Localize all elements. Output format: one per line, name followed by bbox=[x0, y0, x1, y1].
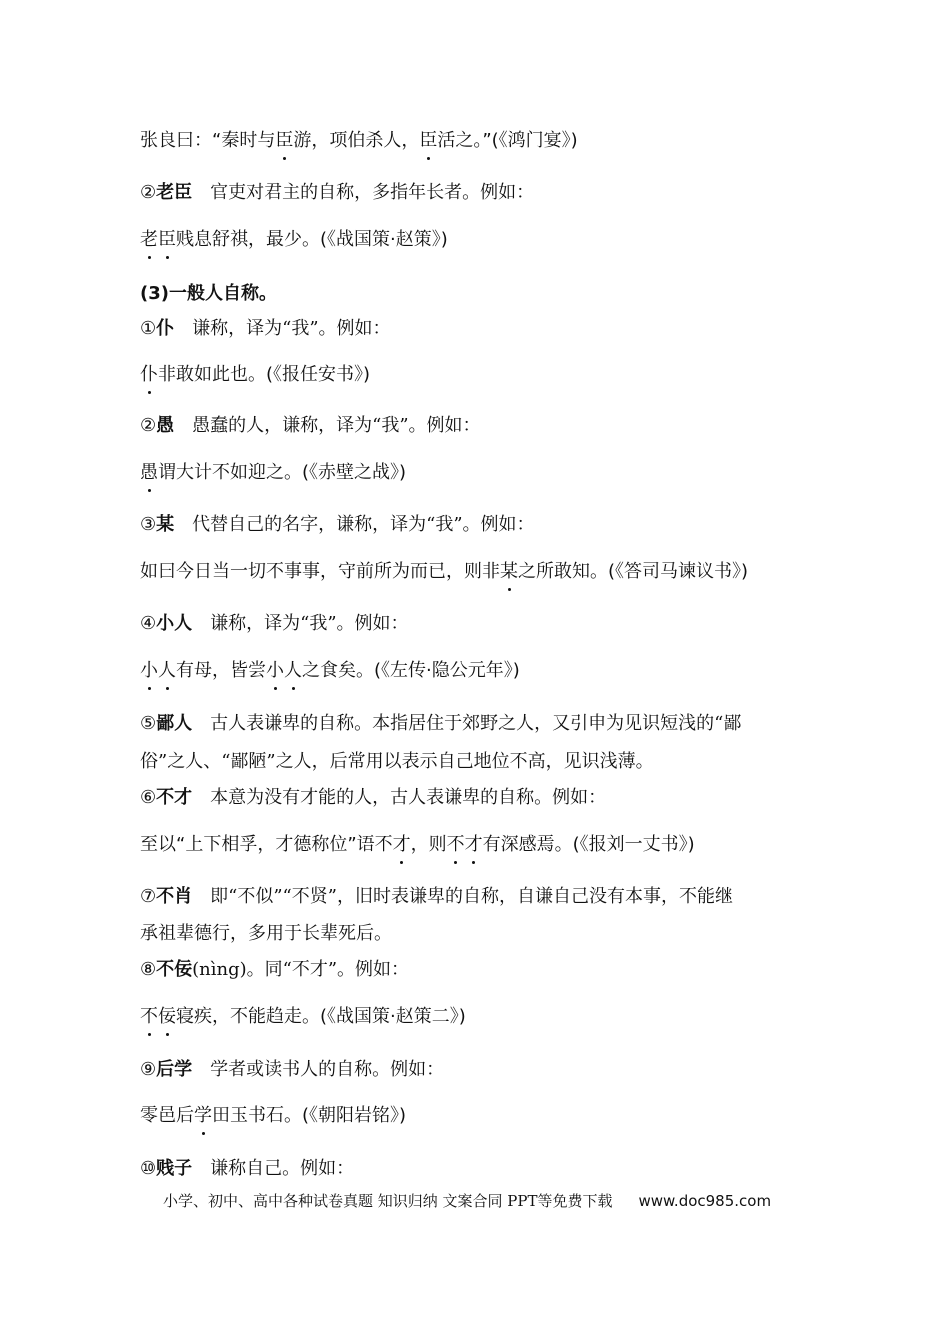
entry-term: 老臣 bbox=[156, 182, 193, 203]
entry-yu bbox=[140, 413, 481, 439]
entry-definition: 即“不似”“不贤”，旧时表谦卑的自称，自谦自己没有本事，不能继 bbox=[210, 886, 733, 907]
entry-pu bbox=[140, 316, 391, 342]
entry-biren-continued: 俗”之人、“鄙陋”之人，后常用以表示自己地位不高，见识浅薄。 bbox=[140, 751, 654, 772]
section-heading: (3)一般人自称。 bbox=[140, 283, 277, 304]
dotted-char: 学 bbox=[194, 1103, 212, 1129]
dotted-char: 不 bbox=[447, 832, 465, 858]
entry-houxue bbox=[140, 1057, 444, 1083]
dotted-char: 臣 bbox=[158, 227, 176, 253]
entry-number: ⑦ bbox=[140, 886, 157, 907]
example-line-zhanguoce: 老臣贱息舒祺，最少。(《战国策·赵策》) bbox=[140, 227, 448, 253]
entry-definition: 官吏对君主的自称，多指年长者。例如： bbox=[210, 182, 535, 203]
entry-term: 鄙人 bbox=[156, 713, 193, 734]
entry-definition: 本意为没有才能的人，古人表谦卑的自称。例如： bbox=[210, 787, 607, 808]
entry-number: ⑨ bbox=[140, 1059, 157, 1080]
example-line-zuozhuan: 小人有母，皆尝小人之食矣。(《左传·隐公元年》) bbox=[140, 658, 520, 684]
entry-term: 仆 bbox=[156, 318, 175, 339]
dotted-char: 臣 bbox=[275, 128, 293, 154]
footer-text: 小学、初中、高中各种试卷真题 知识归纳 文案合同 PPT等免费下载 bbox=[163, 1192, 613, 1210]
entry-number: ④ bbox=[140, 613, 157, 634]
entry-definition: 谦称，译为“我”。例如： bbox=[210, 613, 409, 634]
entry-number: ② bbox=[140, 415, 157, 436]
entry-definition: 学者或读书人的自称。例如： bbox=[210, 1059, 445, 1080]
footer-url[interactable]: www.doc985.com bbox=[638, 1192, 772, 1210]
dotted-char: 仆 bbox=[140, 362, 158, 388]
entry-xiaoren bbox=[140, 611, 409, 637]
entry-term: 不佞 bbox=[156, 959, 193, 980]
entry-number: ⑥ bbox=[140, 787, 157, 808]
entry-definition: (nìng)。同“不才”。例如： bbox=[192, 959, 410, 980]
entry-number: ③ bbox=[140, 514, 157, 535]
example-line-chibi: 愚谓大计不如迎之。(《赤壁之战》) bbox=[140, 460, 406, 486]
entry-definition: 谦称自己。例如： bbox=[210, 1158, 355, 1179]
dotted-char: 小 bbox=[266, 658, 284, 684]
dotted-char: 臣 bbox=[419, 128, 437, 154]
entry-definition: 谦称，译为“我”。例如： bbox=[192, 318, 391, 339]
example-line-zhaoce2: 不佞寝疾，不能趋走。(《战国策·赵策二》) bbox=[140, 1004, 466, 1030]
entry-bucai bbox=[140, 785, 606, 811]
dotted-char: 佞 bbox=[158, 1004, 176, 1030]
entry-buxiao bbox=[140, 884, 733, 910]
dotted-char: 不 bbox=[140, 1004, 158, 1030]
example-line-chaoyangyan: 零邑后学田玉书石。(《朝阳岩铭》) bbox=[140, 1103, 406, 1129]
entry-term: 贱子 bbox=[156, 1158, 193, 1179]
dotted-char: 人 bbox=[284, 658, 302, 684]
entry-biren bbox=[140, 711, 741, 737]
example-line-liuyizhang: 至以“上下相孚，才德称位”语不才，则不才有深感焉。(《报刘一丈书》) bbox=[140, 832, 695, 858]
entry-buxiao-continued: 承祖辈德行，多用于长辈死后。 bbox=[140, 923, 392, 944]
entry-term: 小人 bbox=[156, 613, 193, 634]
dotted-char: 某 bbox=[500, 559, 518, 585]
example-line-renan: 仆非敢如此也。(《报任安书》) bbox=[140, 362, 370, 388]
entry-term: 愚 bbox=[156, 415, 175, 436]
entry-definition: 愚蠢的人，谦称，译为“我”。例如： bbox=[192, 415, 481, 436]
dotted-char: 小 bbox=[140, 658, 158, 684]
entry-term: 某 bbox=[156, 514, 175, 535]
dotted-char: 才 bbox=[465, 832, 483, 858]
example-line-hongmenyan: 张良曰：“秦时与臣游，项伯杀人，臣活之。”(《鸿门宴》) bbox=[140, 128, 578, 154]
dotted-char: 才 bbox=[393, 832, 411, 858]
entry-number: ① bbox=[140, 318, 157, 339]
entry-definition: 古人表谦卑的自称。本指居住于郊野之人，又引申为见识短浅的“鄙 bbox=[210, 713, 742, 734]
entry-number: ⑤ bbox=[140, 713, 157, 734]
example-line-sima: 如曰今日当一切不事事，守前所为而已，则非某之所敢知。(《答司马谏议书》) bbox=[140, 559, 748, 585]
entry-number: ② bbox=[140, 182, 157, 203]
dotted-char: 老 bbox=[140, 227, 158, 253]
dotted-char: 愚 bbox=[140, 460, 158, 486]
entry-definition: 代替自己的名字，谦称，译为“我”。例如： bbox=[192, 514, 535, 535]
page-footer bbox=[163, 1191, 771, 1211]
dotted-char: 人 bbox=[158, 658, 176, 684]
entry-number: ⑧ bbox=[140, 959, 157, 980]
entry-term: 不肖 bbox=[156, 886, 193, 907]
entry-term: 后学 bbox=[156, 1059, 193, 1080]
entry-laochen bbox=[140, 180, 534, 206]
entry-mou bbox=[140, 512, 535, 538]
entry-number: ⑩ bbox=[140, 1158, 157, 1179]
entry-jianzi bbox=[140, 1156, 354, 1182]
entry-term: 不才 bbox=[156, 787, 193, 808]
entry-buning bbox=[140, 957, 409, 983]
